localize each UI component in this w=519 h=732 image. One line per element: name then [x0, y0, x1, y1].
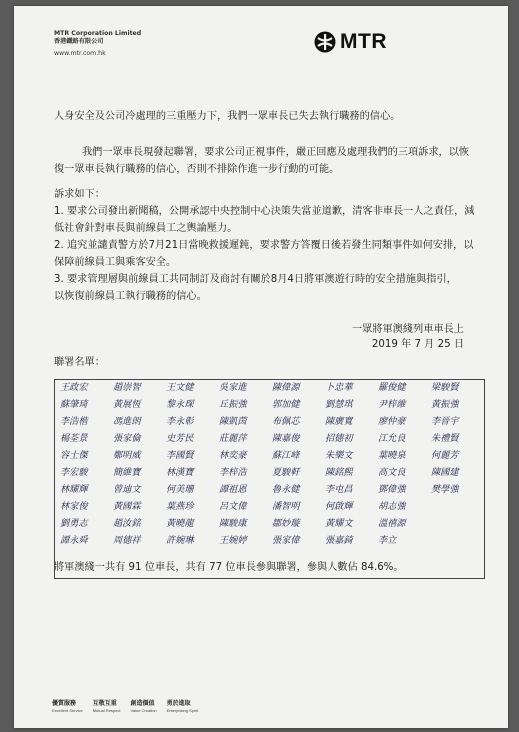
- signature-name: 陳駿康: [219, 517, 247, 529]
- letter-date: 2019 年 7 月 25 日: [371, 339, 464, 350]
- signature-name: 夏駿軒: [272, 466, 300, 478]
- signature-name: 王婉婷: [219, 534, 247, 546]
- signature-name: 葉燕珍: [166, 500, 194, 512]
- signature-name: 何美珊: [166, 483, 194, 495]
- document-page: [14, 6, 508, 728]
- signature-name: 樊學強: [431, 483, 459, 495]
- signature-name: 呂文偉: [219, 500, 247, 512]
- signature-name: 蘇肇琦: [60, 398, 88, 410]
- signature-name: 王政宏: [60, 381, 88, 393]
- signature-name: 黎永琛: [166, 398, 194, 410]
- signature-name: 李永彰: [166, 415, 194, 427]
- signature-name: 張家偉: [272, 534, 300, 546]
- signature-name: 王文健: [166, 381, 194, 393]
- signature-name: 趙汝銘: [113, 517, 141, 529]
- signature-name: 趙崇智: [113, 381, 141, 393]
- signature-name: 莊麗萍: [219, 432, 247, 444]
- signature-name: 李浩楷: [60, 415, 88, 427]
- signature-name: 許婉琳: [166, 534, 194, 546]
- signature-name: 丘振強: [219, 398, 247, 410]
- signature-name: [425, 496, 478, 513]
- company-website: www.mtr.com.hk: [54, 50, 106, 57]
- footer-values: [52, 698, 198, 713]
- footer-value-en: Excellent Service: [52, 708, 83, 713]
- footer-value-item: [167, 698, 199, 713]
- signature-name: 李國賢: [166, 449, 194, 461]
- intro-paragraph: 人身安全及公司冷處理的三重壓力下，我們一眾車長已失去執行職務的信心。: [54, 111, 401, 122]
- signature-name: 江允良: [378, 432, 406, 444]
- signature-name: 李晉宇: [431, 415, 459, 427]
- signature-name: 周德祥: [113, 534, 141, 546]
- signatory-line: 一眾將軍澳綫列車車長上: [351, 324, 464, 335]
- participation-summary: 將軍澳綫一共有 91 位車長，共有 77 位車長參與聯署，參與人數佔 84.6%。: [54, 562, 404, 573]
- signature-name: 陳廣寬: [325, 415, 353, 427]
- signature-name: 廖仲豪: [378, 415, 406, 427]
- petition-list-title: 聯署名單：: [54, 357, 105, 368]
- mtr-logo-icon: [314, 31, 336, 53]
- footer-value-en: Enterprising Spirit: [166, 708, 199, 713]
- signature-name: 胡志強: [378, 500, 406, 512]
- signature-name: [425, 513, 478, 530]
- signature-name: 鄭明威: [113, 449, 141, 461]
- signature-name: 尹梓維: [378, 398, 406, 410]
- signature-name: 招德初: [325, 432, 353, 444]
- demands-title: 訴求如下：: [54, 189, 105, 200]
- mtr-logo: [314, 30, 387, 54]
- signature-name: 黃耀文: [325, 517, 353, 529]
- demand-item-1: 1. 要求公司發出新聞稿，公開承認中央控制中心決策失當並道歉，清客非車長一人之責任，減低社會針對車長與前線員工之輿論壓力。: [54, 206, 475, 234]
- demand-item-2: 2. 追究並譴責警方於7月21日當晚救援遲鈍，要求警方答覆日後若發生同類事件如何安排，以保障前線員工與乘客安全。: [54, 240, 474, 268]
- signature-row: [54, 530, 478, 547]
- signature-name: 蘇江峰: [272, 449, 300, 461]
- footer-value-item: [130, 698, 156, 713]
- signature-name: 溫禧源: [378, 517, 406, 529]
- signature-name: 張家倫: [113, 432, 141, 444]
- footer-value-zh: 勇於進取: [166, 700, 191, 707]
- signature-name: 譚永舜: [60, 534, 88, 546]
- signature-name: 梁駿賢: [431, 381, 459, 393]
- signature-name: 葉曉泉: [378, 449, 406, 461]
- company-header: [54, 30, 141, 58]
- company-name-zh: 香港鐵路有限公司: [54, 38, 104, 45]
- signature-name: 郭加健: [272, 398, 300, 410]
- signature-name: 吳家進: [219, 381, 247, 393]
- signature-name: 李立: [378, 534, 397, 546]
- signature-name: 李宏駿: [60, 466, 88, 478]
- signature-name: 朱禮賢: [431, 432, 459, 444]
- signature-name: 林漢寶: [166, 466, 194, 478]
- signature-name: 陳國建: [431, 466, 459, 478]
- signature-name: 黃振強: [431, 398, 459, 410]
- signature-name: 馮進朗: [113, 415, 141, 427]
- footer-value-item: [93, 698, 121, 713]
- signature-name: 林奕豪: [219, 449, 247, 461]
- footer-value-en: Mutual Respect: [92, 708, 121, 713]
- signature-name: 楊荃景: [60, 432, 88, 444]
- signature-name: 陳凱茵: [219, 415, 247, 427]
- signature-name: 李梓浩: [219, 466, 247, 478]
- signature-name: 譚祖恩: [219, 483, 247, 495]
- signature-name: 李屯昌: [325, 483, 353, 495]
- signature-row: [54, 479, 478, 496]
- signature-name: 潘智明: [272, 500, 300, 512]
- footer-value-zh: 創造價值: [130, 700, 155, 707]
- signature-name: 何麗芳: [431, 449, 459, 461]
- signature-row: [54, 394, 478, 411]
- signature-name: 簡維寶: [113, 466, 141, 478]
- signature-name: 曾迪文: [113, 483, 141, 495]
- footer-value-zh: 互敬互重: [92, 700, 117, 707]
- signature-row: [54, 462, 478, 479]
- signature-row: [54, 513, 478, 530]
- signature-name: 陳銘熙: [325, 466, 353, 478]
- signature-name: 容士傑: [60, 449, 88, 461]
- signature-name: 鄧偉強: [378, 483, 406, 495]
- signature-row: [54, 496, 478, 513]
- signature-name: 陳嘉俊: [272, 432, 300, 444]
- signature-name: 布佩芯: [272, 415, 300, 427]
- signature-name: 劉勇志: [60, 517, 88, 529]
- footer-value-item: [52, 698, 83, 713]
- signature-name: 林耀輝: [60, 483, 88, 495]
- signature-name: 鄒妙璇: [272, 517, 300, 529]
- signature-name: 史芳民: [166, 432, 194, 444]
- signature-name: 黃國霖: [113, 500, 141, 512]
- company-name-en: MTR Corporation Limited: [54, 30, 142, 37]
- statement-paragraph: 我們一眾車長現發起聯署，要求公司正視事件，嚴正回應及處理我們的三項訴求，以恢復一眾車長執行職務的信心，否則不排除作進一步行動的可能。: [54, 147, 470, 175]
- signature-name: 朱樂文: [325, 449, 353, 461]
- signature-name: 陳偉源: [272, 381, 300, 393]
- signature-row: [54, 445, 478, 462]
- signature-name: [425, 530, 478, 547]
- signature-row: [54, 377, 478, 394]
- signature-row: [54, 428, 478, 445]
- signature-name: 何啟輝: [325, 500, 353, 512]
- signature-name: 黃展恆: [113, 398, 141, 410]
- mtr-logo-text: MTR: [340, 30, 387, 53]
- signature-name: 黃曉龍: [166, 517, 194, 529]
- footer-value-zh: 優質服務: [52, 700, 77, 707]
- signature-name: 張嘉錡: [325, 534, 353, 546]
- signature-name: 卜忠華: [325, 381, 353, 393]
- signature-name: 魯永健: [272, 483, 300, 495]
- demand-item-3: 3. 要求管理層與前線員工共同制訂及商討有關於8月4日將軍澳遊行時的安全措施與指引，以恢復前線員工執行職務的信心。: [54, 274, 457, 302]
- signature-name: 林家俊: [60, 500, 88, 512]
- signature-name: 羅俊健: [378, 381, 406, 393]
- footer-value-en: Value Creation: [130, 708, 157, 713]
- signature-name: 劉慧琪: [325, 398, 353, 410]
- signature-name: 高文良: [378, 466, 406, 478]
- signature-table: [54, 377, 478, 547]
- signature-row: [54, 411, 478, 428]
